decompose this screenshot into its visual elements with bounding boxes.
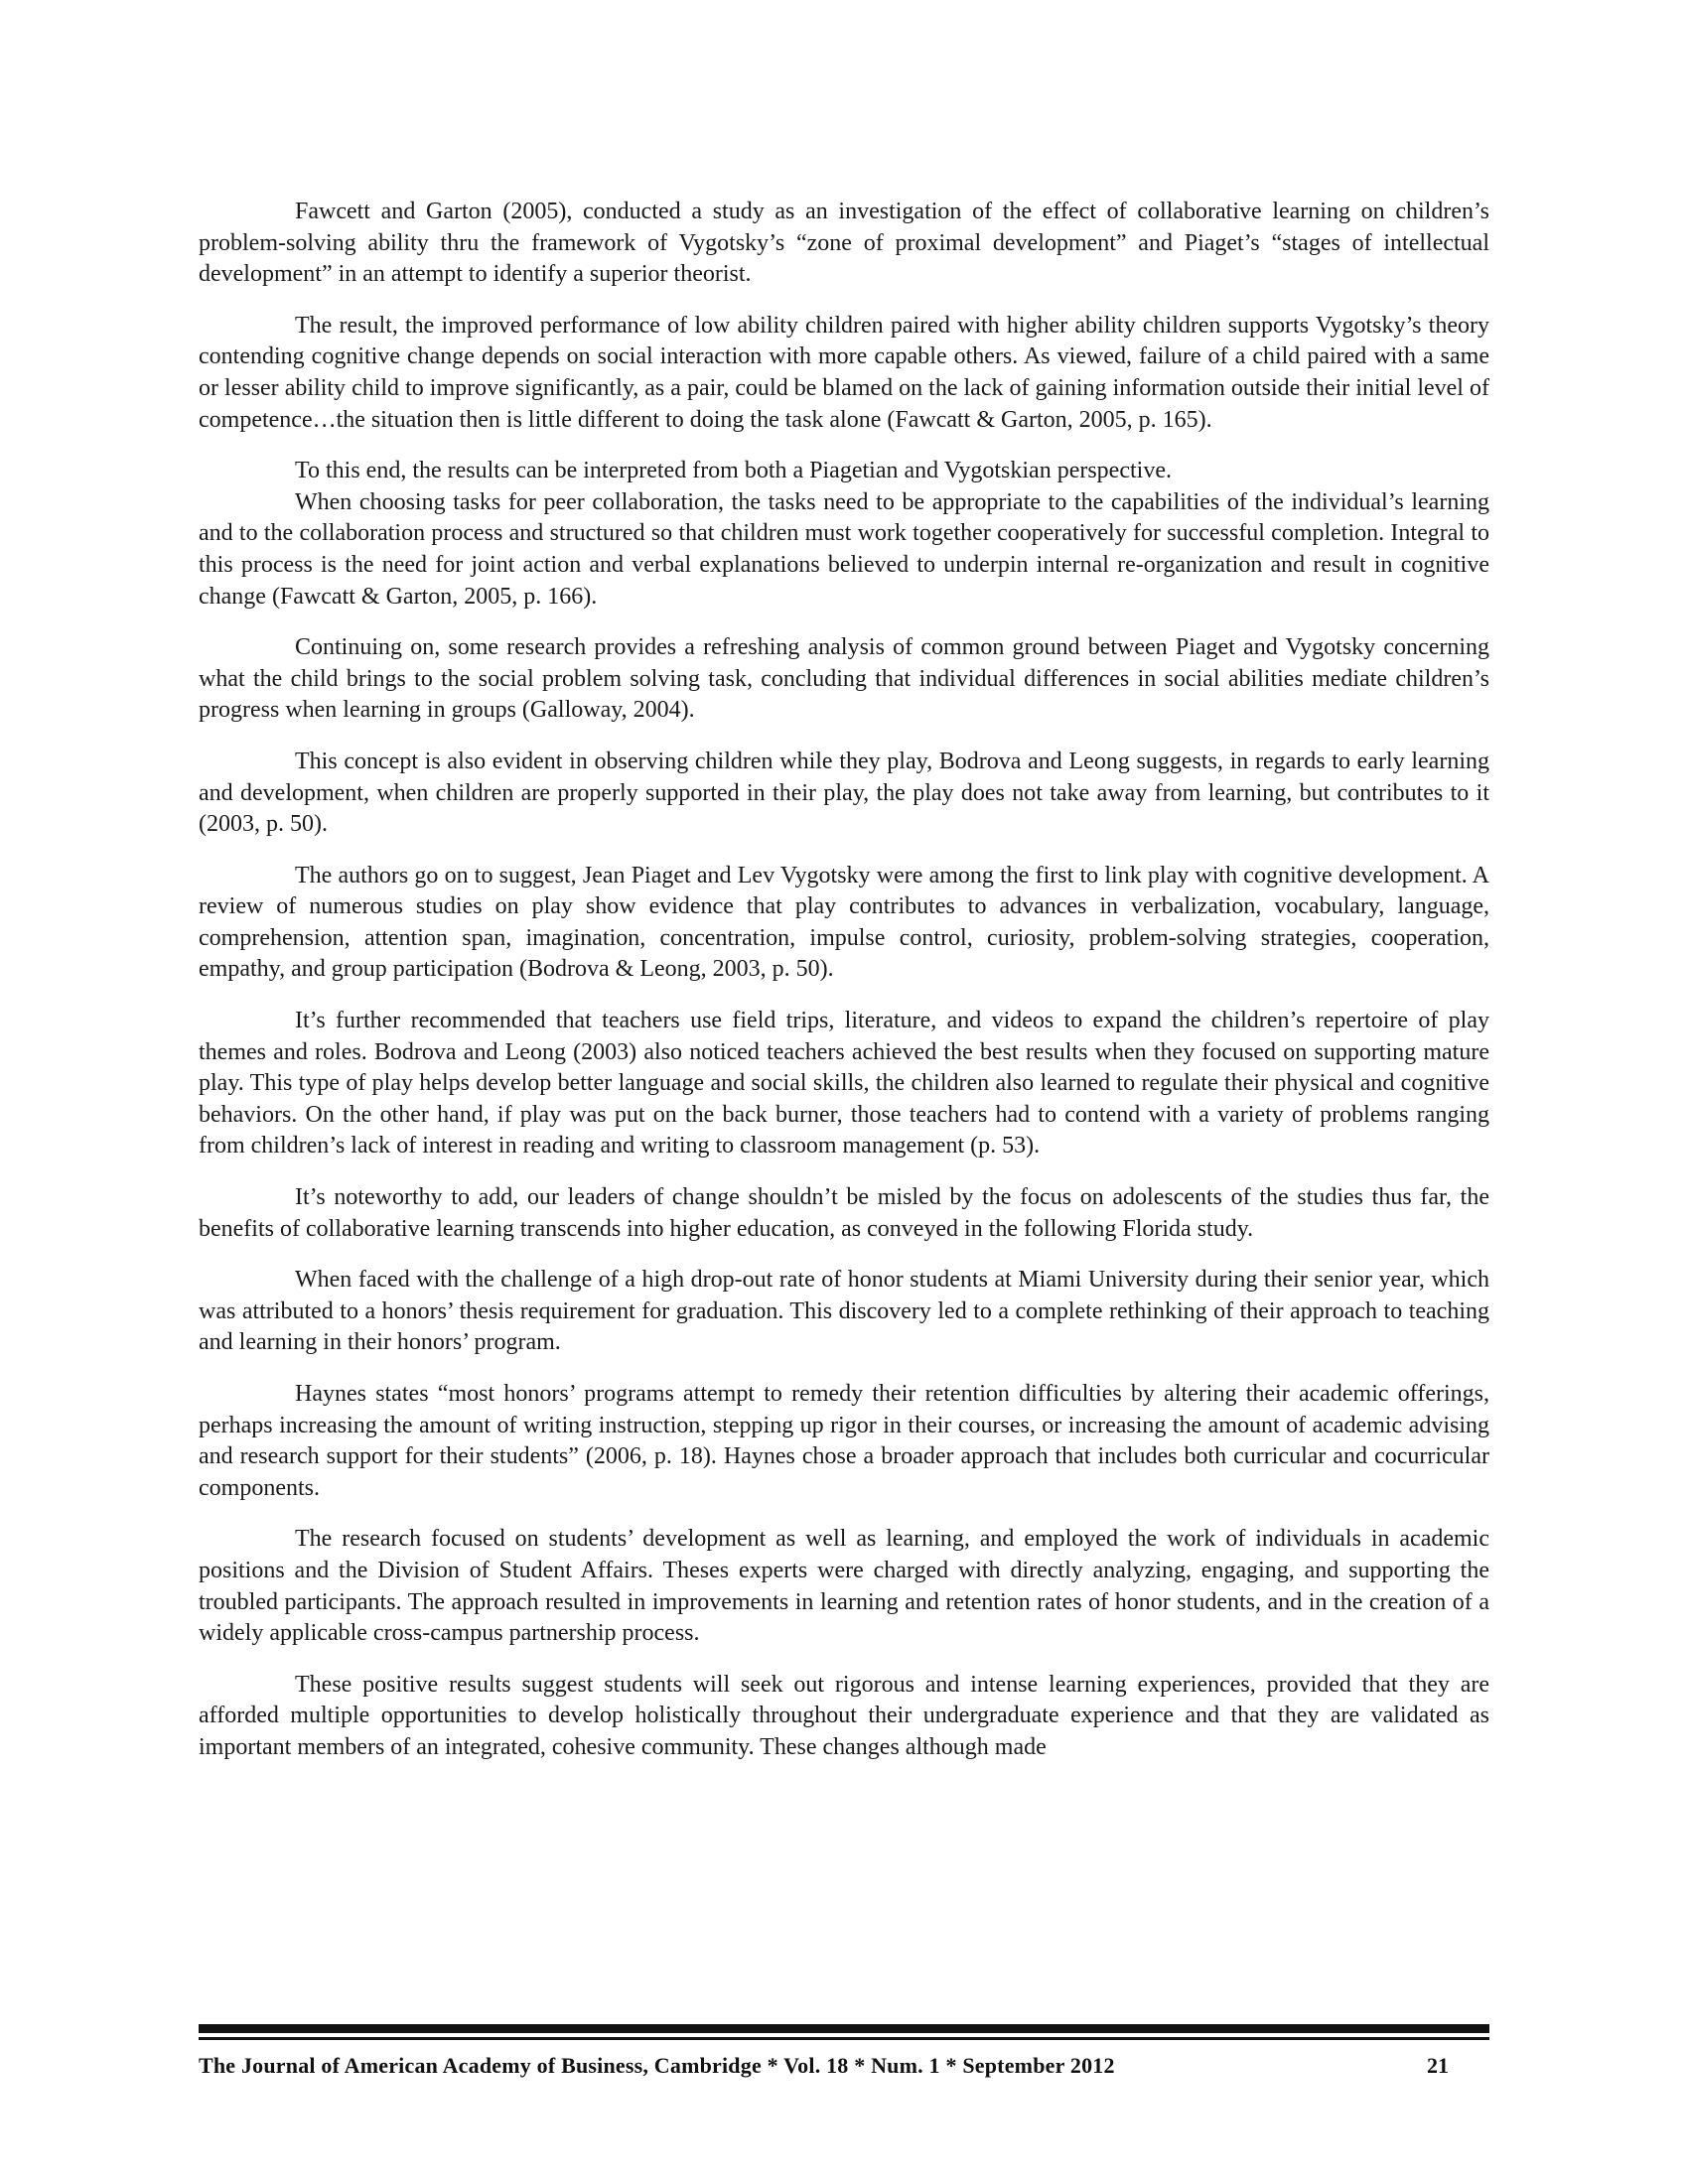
paragraph-haynes-quote: Haynes states “most honors’ programs attempt to remedy their retention difficulties by altering their academic offerings, perhaps increasing the amount of writing instruction, stepping up rigor in their courses, or increasing the amount of academic advising and research support for their students” (2006, p. 18). Haynes chose a broader approach that includes both curricular and cocurricular components. xyxy=(199,1381,1489,1501)
footer-rule-thin xyxy=(199,2037,1489,2040)
paragraph-research-focus: The research focused on students’ development as well as learning, and employed the work of individuals in academic positions and the Division of Student Affairs. Theses experts were charged with directly analyzing, engaging, and supporting the troubled participants. The approach resulted in improvements in learning and retention rates of honor students, and in the creation of a widely applicable cross-campus partnership process. xyxy=(199,1526,1489,1647)
footer-rule-thick xyxy=(199,2024,1489,2033)
paragraph-choosing-tasks: When choosing tasks for peer collaboration, the tasks need to be appropriate to the capabilities of the individual’s learning and to the collaboration process and structured so that children must work together cooperatively for successful completion. Integral to this process is the need for joint action and verbal explanations believed to underpin internal re-organization and result in cognitive change (Fawcatt & Garton, 2005, p. 166). xyxy=(199,488,1489,610)
paragraph-common-ground: Continuing on, some research provides a refreshing analysis of common ground between Piaget and Vygotsky concerning what the child brings to the social problem solving task, concluding that individual differences in social abilities mediate children’s progress when learning in groups (Galloway, 2004). xyxy=(199,634,1489,724)
paragraph-to-this-end: To this end, the results can be interpreted from both a Piagetian and Vygotskian perspective. xyxy=(295,458,1172,484)
article-body xyxy=(199,197,1489,1784)
journal-footer-title: The Journal of American Academy of Business, Cambridge * Vol. 18 * Num. 1 * September 2012 xyxy=(199,2053,1115,2078)
paragraph-result-vygotsky: The result, the improved performance of low ability children paired with higher ability children supports Vygotsky’s theory contending cognitive change depends on social interaction with more capable others. As viewed, failure of a child paired with a same or lesser ability child to improve significantly, as a pair, could be blamed on the lack of gaining information outside their initial level of competence…the situation then is little different to doing the task alone (Fawcatt & Garton, 2005, p. 165). xyxy=(199,312,1489,433)
paragraph-positive-results: These positive results suggest students will seek out rigorous and intense learning experiences, provided that they are afforded multiple opportunities to develop holistically throughout their undergraduate experience and that they are validated as important members of an integrated, cohesive community. These changes although made xyxy=(199,1671,1489,1760)
paragraph-play-cognitive-development: The authors go on to suggest, Jean Piaget and Lev Vygotsky were among the first to link play with cognitive development. A review of numerous studies on play show evidence that play contributes to advances in verbalization, vocabulary, language, comprehension, attention span, imagination, concentration, impulse control, curiosity, problem-solving strategies, cooperation, empathy, and group participation (Bodrova & Leong, 2003, p. 50). xyxy=(199,862,1489,983)
paragraph-higher-education: It’s noteworthy to add, our leaders of change shouldn’t be misled by the focus on adolescents of the studies thus far, the benefits of collaborative learning transcends into higher education, as conveyed in the following Florida study. xyxy=(199,1184,1489,1242)
paragraph-miami-university: When faced with the challenge of a high drop-out rate of honor students at Miami University during their senior year, which was attributed to a honors’ thesis requirement for graduation. This discovery led to a complete rethinking of their approach to teaching and learning in their honors’ program. xyxy=(199,1267,1489,1356)
paragraph-fawcett-garton-study: Fawcett and Garton (2005), conducted a study as an investigation of the effect of collaborative learning on children’s problem-solving ability thru the framework of Vygotsky’s “zone of proximal development” and Piaget’s “stages of intellectual development” in an attempt to identify a superior theorist. xyxy=(199,199,1489,288)
page-number: 21 xyxy=(1427,2053,1449,2078)
paragraph-play-concept: This concept is also evident in observing children while they play, Bodrova and Leong suggests, in regards to early learning and development, when children are properly supported in their play, the play does not take away from learning, but contributes to it (2003, p. 50). xyxy=(199,748,1489,838)
paragraph-field-trips: It’s further recommended that teachers use field trips, literature, and videos to expand the children’s repertoire of play themes and roles. Bodrova and Leong (2003) also noticed teachers achieved the best results when they focused on supporting mature play. This type of play helps develop better language and social skills, the children also learned to regulate their physical and cognitive behaviors. On the other hand, if play was put on the back burner, those teachers had to contend with a variety of problems ranging from children’s lack of interest in reading and writing to classroom management (p. 53). xyxy=(199,1008,1489,1160)
